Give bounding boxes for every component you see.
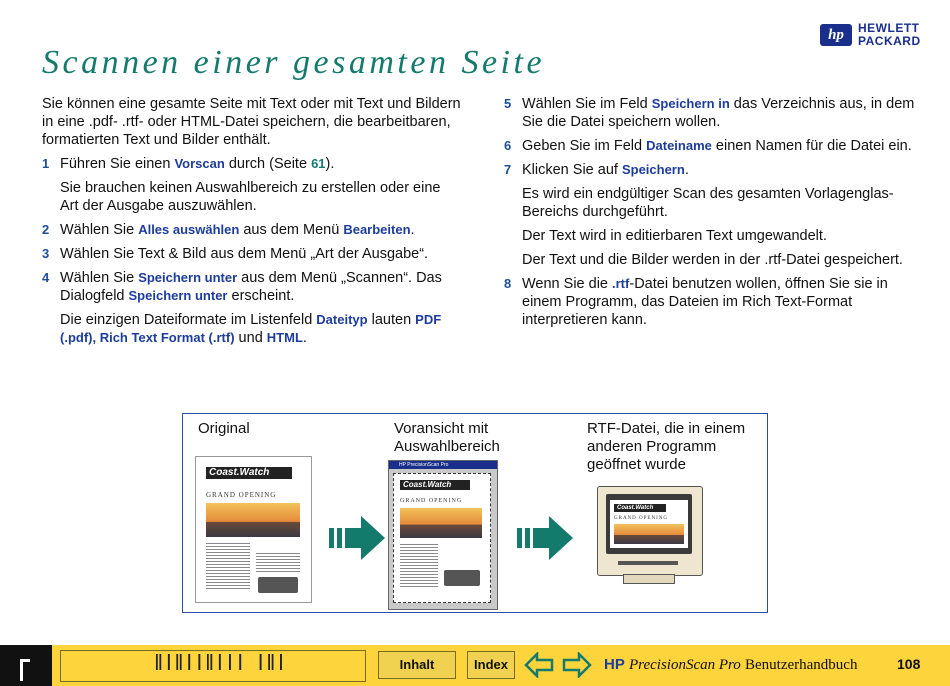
logo-line-2: PACKARD bbox=[858, 34, 921, 48]
preview-brand: Coast.Watch bbox=[400, 480, 470, 490]
step-7-note-3: Der Text und die Bilder werden in der .rtf-Datei gespeichert. bbox=[522, 252, 903, 268]
rtf-photo bbox=[614, 524, 684, 544]
keyword-html: HTML bbox=[266, 330, 303, 345]
footer-product-name: PrecisionScan Pro bbox=[629, 657, 741, 673]
note-text: und bbox=[234, 330, 267, 346]
monitor-icon bbox=[597, 486, 703, 576]
step-number: 4 bbox=[42, 270, 50, 285]
monitor-stand bbox=[623, 574, 675, 584]
logo-line-1: HEWLETT bbox=[858, 21, 920, 35]
step-text: Wenn Sie die bbox=[522, 276, 613, 292]
arrow-right-icon[interactable] bbox=[564, 654, 590, 676]
step-7 bbox=[504, 161, 916, 179]
arrow-left-icon[interactable] bbox=[526, 654, 552, 676]
note-text: . bbox=[302, 330, 307, 346]
note-text: lauten bbox=[367, 312, 416, 328]
step-number: 1 bbox=[42, 156, 50, 171]
hp-logo-icon: hp bbox=[820, 24, 852, 46]
step-text: . bbox=[410, 222, 415, 238]
flyer-text-block bbox=[256, 553, 300, 573]
step-text: Wählen Sie bbox=[60, 270, 139, 286]
step-text: aus dem Menü „Scannen“. Das Dialogfeld bbox=[60, 270, 442, 304]
arrow-segment bbox=[329, 528, 334, 548]
arrow-segment bbox=[517, 528, 522, 548]
keyword-bearbeiten: Bearbeiten bbox=[343, 222, 411, 237]
step-number: 3 bbox=[42, 246, 50, 261]
forward-button[interactable] bbox=[562, 652, 592, 678]
step-number: 7 bbox=[504, 162, 512, 177]
corner-mark bbox=[0, 645, 52, 686]
keyword-speichern-in: Speichern in bbox=[651, 96, 730, 111]
step-number: 2 bbox=[42, 222, 50, 237]
index-button[interactable]: Index bbox=[467, 651, 515, 679]
arrow-segment bbox=[533, 528, 549, 548]
step-2 bbox=[42, 221, 462, 239]
caption-preview: Voransicht mit Auswahlbereich bbox=[394, 420, 500, 455]
arrow-right-icon bbox=[329, 516, 385, 560]
corner-mark-line bbox=[20, 659, 23, 681]
preview-text-block bbox=[400, 544, 438, 588]
keyword-dateityp: Dateityp bbox=[316, 312, 368, 327]
step-1-note: Sie brauchen keinen Auswahlbereich zu erstellen oder eine Art der Ausgabe auszuwählen. bbox=[60, 180, 441, 214]
rtf-headline: GRAND OPENING bbox=[614, 516, 668, 521]
step-3 bbox=[42, 245, 462, 263]
keyword-speichern-unter: Speichern unter bbox=[138, 270, 238, 285]
hp-logo bbox=[820, 22, 932, 50]
step-1 bbox=[42, 155, 462, 173]
step-text: einen Namen für die Datei ein. bbox=[711, 138, 912, 154]
arrow-head bbox=[549, 516, 573, 560]
keyword-alles-auswaehlen: Alles auswählen bbox=[138, 222, 240, 237]
footer-book-name: Benutzerhandbuch bbox=[744, 657, 858, 673]
keyword-speichern: Speichern bbox=[621, 162, 685, 177]
flyer-boat-photo bbox=[258, 577, 298, 593]
keyword-dateiname: Dateiname bbox=[646, 138, 712, 153]
arrow-segment bbox=[525, 528, 530, 548]
rtf-document bbox=[610, 500, 688, 548]
step-text: durch (Seite bbox=[224, 156, 312, 172]
step-text: Geben Sie im Feld bbox=[522, 138, 647, 154]
barcode-left: ǁǀǁǀǀǁǀǀǀ ǀǁǀ bbox=[152, 652, 285, 677]
keyword-formats: PDF (.pdf), Rich Text Format (.rtf) bbox=[60, 312, 442, 345]
page-title: Scannen einer gesamten Seite bbox=[42, 44, 546, 81]
step-text: Wählen Sie Text & Bild aus dem Menü „Art der Ausgabe“. bbox=[60, 246, 429, 262]
note-text: Die einzigen Dateiformate im Listenfeld bbox=[60, 312, 317, 328]
left-column bbox=[42, 95, 462, 353]
caption-original: Original bbox=[198, 420, 250, 437]
flyer-brand: Coast.Watch bbox=[206, 467, 292, 479]
rtf-brand: Coast.Watch bbox=[614, 504, 666, 512]
step-text: Wählen Sie bbox=[60, 222, 139, 238]
step-number: 8 bbox=[504, 276, 512, 291]
flyer-photo bbox=[206, 503, 300, 537]
keyword-vorscan: Vorscan bbox=[174, 156, 225, 171]
step-text: Klicken Sie auf bbox=[522, 162, 622, 178]
flyer-text-block bbox=[206, 543, 250, 591]
step-text: -Datei benutzen wollen, öffnen Sie sie in einem Programm, das Dateien im Rich Text-Format interpretieren kann. bbox=[522, 276, 888, 328]
preview-boat-photo bbox=[444, 570, 480, 586]
keyword-speichern-unter: Speichern unter bbox=[128, 288, 228, 303]
arrow-segment bbox=[345, 528, 361, 548]
step-6 bbox=[504, 137, 916, 155]
step-number: 6 bbox=[504, 138, 512, 153]
preview-selection bbox=[393, 473, 491, 603]
page-number: 108 bbox=[897, 656, 921, 672]
arrow-right-icon bbox=[517, 516, 573, 560]
monitor-screen bbox=[606, 494, 692, 554]
right-column bbox=[504, 95, 916, 335]
preview-photo bbox=[400, 508, 482, 538]
monitor-slot bbox=[618, 561, 678, 565]
step-text: erscheint. bbox=[227, 288, 295, 304]
arrow-segment bbox=[337, 528, 342, 548]
preview-window bbox=[388, 460, 498, 610]
hp-logo-text bbox=[858, 22, 921, 48]
step-4 bbox=[42, 269, 462, 305]
back-button[interactable] bbox=[524, 652, 554, 678]
step-8 bbox=[504, 275, 916, 329]
flyer-headline: GRAND OPENING bbox=[206, 491, 277, 499]
step-4-note bbox=[42, 311, 462, 347]
illustration-panel bbox=[182, 413, 768, 613]
preview-titlebar: HP PrecisionScan Pro bbox=[389, 461, 497, 469]
step-text: Führen Sie einen bbox=[60, 156, 175, 172]
page-link-61[interactable]: 61 bbox=[311, 156, 326, 171]
inhalt-button[interactable]: Inhalt bbox=[378, 651, 456, 679]
preview-headline: GRAND OPENING bbox=[400, 498, 463, 504]
intro-paragraph: Sie können eine gesamte Seite mit Text oder mit Text und Bildern in eine .pdf- .rtf- oder HTML-Datei speichern, die bearbeitbaren, formatierten Text und Bilder enthält. bbox=[42, 96, 461, 148]
step-number: 5 bbox=[504, 96, 512, 111]
step-text: . bbox=[684, 162, 689, 178]
keyword-rtf: .rtf bbox=[612, 276, 630, 291]
step-text: das Verzeichnis aus, in dem Sie die Datei speichern wollen. bbox=[522, 96, 915, 130]
step-text: aus dem Menü bbox=[239, 222, 344, 238]
step-text: Wählen Sie im Feld bbox=[522, 96, 652, 112]
arrow-head bbox=[361, 516, 385, 560]
caption-rtf-file: RTF-Datei, die in einem anderen Programm geöffnet wurde bbox=[587, 420, 746, 473]
step-7-note-1: Es wird ein endgültiger Scan des gesamten Vorlagenglas-Bereichs durchgeführt. bbox=[522, 186, 894, 220]
original-flyer bbox=[195, 456, 312, 603]
corner-mark-line bbox=[20, 659, 30, 662]
step-7-note-2: Der Text wird in editierbaren Text umgewandelt. bbox=[522, 228, 827, 244]
step-5 bbox=[504, 95, 916, 131]
step-text: ). bbox=[325, 156, 335, 172]
footer-product-title bbox=[604, 656, 857, 674]
footer-hp: HP bbox=[604, 656, 625, 673]
